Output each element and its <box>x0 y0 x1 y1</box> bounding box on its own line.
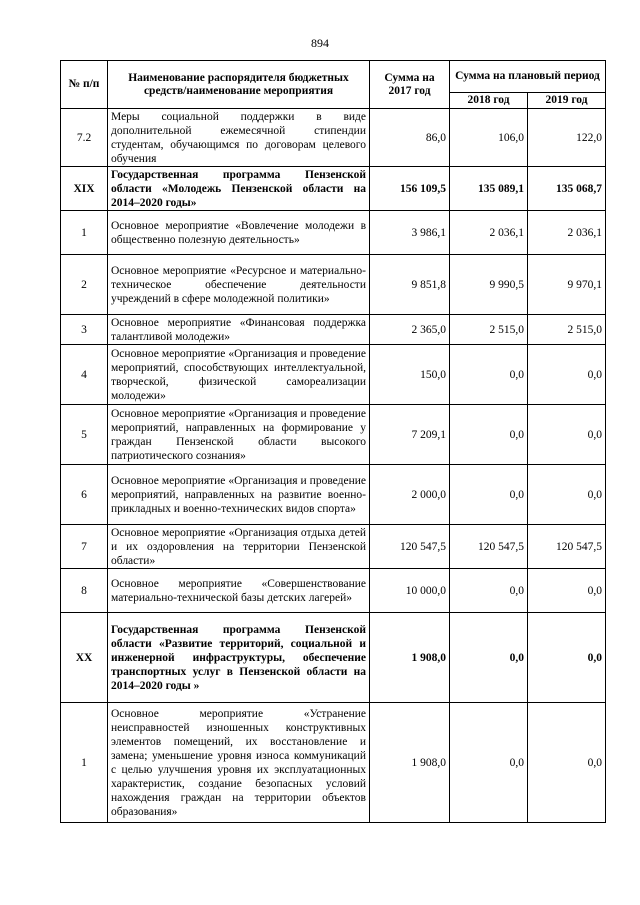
row-value-2018: 2 036,1 <box>450 211 528 255</box>
row-number: XX <box>61 613 108 703</box>
row-number: 8 <box>61 569 108 613</box>
row-name: Основное мероприятие «Финансовая поддержка талантливой молодежи» <box>108 315 370 345</box>
budget-table <box>60 60 606 823</box>
row-number: 2 <box>61 255 108 315</box>
row-value-2018: 0,0 <box>450 405 528 465</box>
row-name: Государственная программа Пензенской области «Развитие территорий, социальной и инженерной инфраструктуры, обеспечение транспортных услуг в Пензенской области на 2014–2020 годы » <box>108 613 370 703</box>
table-row <box>61 345 606 405</box>
table-header <box>61 61 606 109</box>
row-value-2019: 135 068,7 <box>528 167 606 211</box>
row-value-2017: 7 209,1 <box>370 405 450 465</box>
row-value-2018: 0,0 <box>450 569 528 613</box>
table-row <box>61 109 606 167</box>
row-value-2019: 0,0 <box>528 703 606 823</box>
header-num: № п/п <box>61 61 108 109</box>
row-number: 6 <box>61 465 108 525</box>
row-value-2017: 9 851,8 <box>370 255 450 315</box>
table-row <box>61 211 606 255</box>
row-value-2019: 0,0 <box>528 405 606 465</box>
table-row <box>61 569 606 613</box>
row-name: Меры социальной поддержки в виде дополнительной ежемесячной стипендии студентам, обучающимся по договорам целевого обучения <box>108 109 370 167</box>
row-value-2017: 2 365,0 <box>370 315 450 345</box>
table-body <box>61 109 606 823</box>
header-2019: 2019 год <box>528 93 606 109</box>
row-value-2019: 120 547,5 <box>528 525 606 569</box>
table-row <box>61 255 606 315</box>
table-row <box>61 315 606 345</box>
row-name: Основное мероприятие «Организация отдыха детей и их оздоровления на территории Пензенской области» <box>108 525 370 569</box>
row-value-2019: 122,0 <box>528 109 606 167</box>
row-value-2017: 1 908,0 <box>370 703 450 823</box>
row-value-2019: 2 036,1 <box>528 211 606 255</box>
row-name: Основное мероприятие «Вовлечение молодежи в общественно полезную деятельность» <box>108 211 370 255</box>
row-number: 5 <box>61 405 108 465</box>
table-row <box>61 167 606 211</box>
row-value-2018: 0,0 <box>450 613 528 703</box>
row-value-2017: 1 908,0 <box>370 613 450 703</box>
row-value-2019: 0,0 <box>528 345 606 405</box>
row-name: Основное мероприятие «Организация и проведение мероприятий, способствующих интеллектуальной, творческой, физической самореализации молодежи» <box>108 345 370 405</box>
table-row <box>61 405 606 465</box>
row-name: Основное мероприятие «Устранение неисправностей изношенных конструктивных элементов помещений, их восстановление и замена; уменьшение уровня износа коммуникаций с целью улучшения уровня их эксплуатационных характеристик, создание безопасных условий нахождения граждан на территории объектов образования» <box>108 703 370 823</box>
row-number: 1 <box>61 211 108 255</box>
row-number: 7.2 <box>61 109 108 167</box>
row-value-2018: 0,0 <box>450 465 528 525</box>
table-row <box>61 703 606 823</box>
row-number: 3 <box>61 315 108 345</box>
header-2017: Сумма на 2017 год <box>370 61 450 109</box>
header-name: Наименование распорядителя бюджетных средств/наименование мероприятия <box>108 61 370 109</box>
row-number: XIX <box>61 167 108 211</box>
row-value-2018: 2 515,0 <box>450 315 528 345</box>
row-value-2017: 86,0 <box>370 109 450 167</box>
row-value-2018: 0,0 <box>450 703 528 823</box>
row-value-2017: 2 000,0 <box>370 465 450 525</box>
row-value-2019: 2 515,0 <box>528 315 606 345</box>
row-name: Основное мероприятие «Организация и проведение мероприятий, направленных на развитие военно-прикладных и военно-технических видов спорта» <box>108 465 370 525</box>
row-number: 4 <box>61 345 108 405</box>
row-value-2018: 106,0 <box>450 109 528 167</box>
row-value-2019: 0,0 <box>528 613 606 703</box>
row-value-2017: 120 547,5 <box>370 525 450 569</box>
page-number: 894 <box>311 36 329 50</box>
row-value-2018: 0,0 <box>450 345 528 405</box>
header-plan-period: Сумма на плановый период <box>450 61 606 93</box>
row-value-2019: 0,0 <box>528 569 606 613</box>
header-2018: 2018 год <box>450 93 528 109</box>
row-value-2017: 156 109,5 <box>370 167 450 211</box>
row-name: Государственная программа Пензенской области «Молодежь Пензенской области на 2014–2020 годы» <box>108 167 370 211</box>
row-name: Основное мероприятие «Совершенствование материально-технической базы детских лагерей» <box>108 569 370 613</box>
row-name: Основное мероприятие «Организация и проведение мероприятий, направленных на формирование у граждан Пензенской области высокого патриотического сознания» <box>108 405 370 465</box>
row-name: Основное мероприятие «Ресурсное и материально-техническое обеспечение деятельности учреждений в сфере молодежной политики» <box>108 255 370 315</box>
row-number: 7 <box>61 525 108 569</box>
row-value-2018: 9 990,5 <box>450 255 528 315</box>
row-value-2019: 0,0 <box>528 465 606 525</box>
row-value-2017: 10 000,0 <box>370 569 450 613</box>
row-number: 1 <box>61 703 108 823</box>
table-row <box>61 525 606 569</box>
row-value-2019: 9 970,1 <box>528 255 606 315</box>
row-value-2018: 120 547,5 <box>450 525 528 569</box>
row-value-2017: 150,0 <box>370 345 450 405</box>
row-value-2017: 3 986,1 <box>370 211 450 255</box>
row-value-2018: 135 089,1 <box>450 167 528 211</box>
table-row <box>61 613 606 703</box>
table-row <box>61 465 606 525</box>
